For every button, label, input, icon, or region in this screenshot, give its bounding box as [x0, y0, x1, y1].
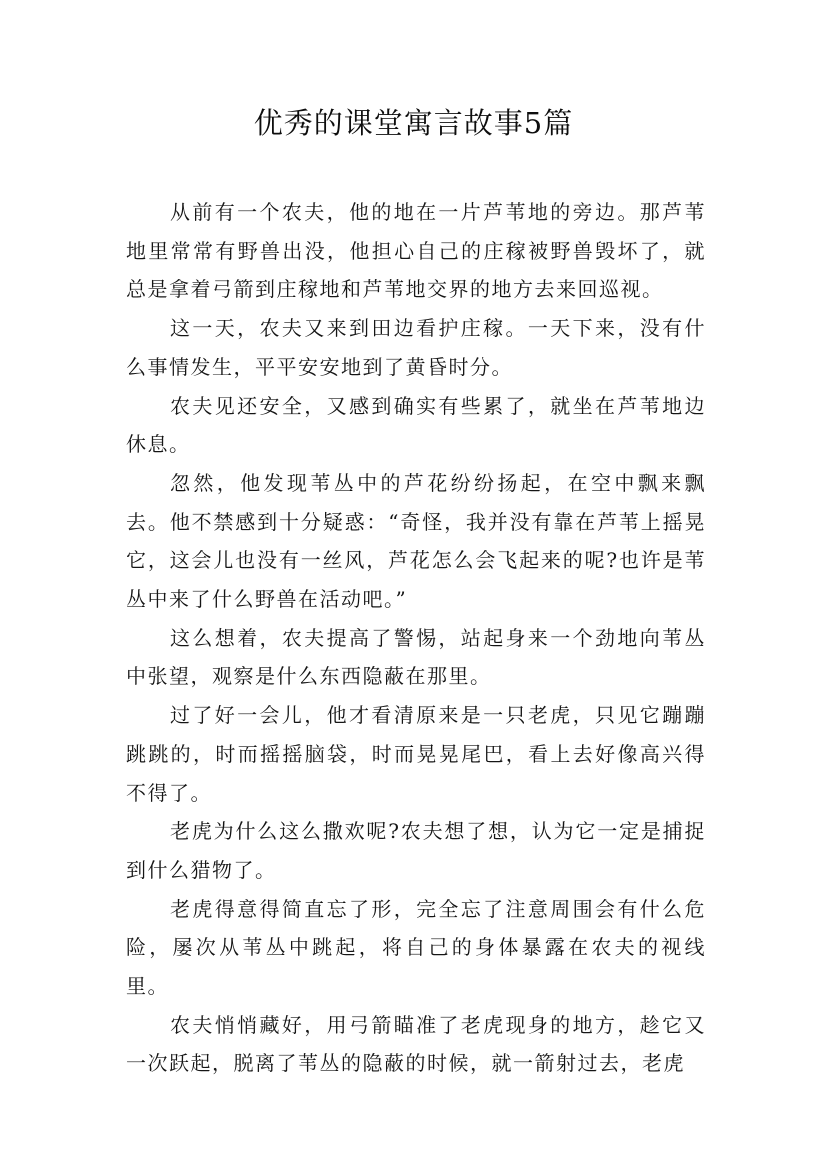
paragraph: 农夫见还安全，又感到确实有些累了，就坐在芦苇地边休息。 — [126, 393, 706, 457]
document-body — [126, 193, 706, 1083]
paragraph: 从前有一个农夫，他的地在一片芦苇地的旁边。那芦苇地里常常有野兽出没，他担心自己的庄稼被野兽毁坏了，就总是拿着弓箭到庄稼地和芦苇地交界的地方去来回巡视。 — [126, 200, 706, 302]
paragraph: 这一天，农夫又来到田边看护庄稼。一天下来，没有什么事情发生，平平安安地到了黄昏时分。 — [126, 316, 706, 379]
paragraph: 农夫悄悄藏好，用弓箭瞄准了老虎现身的地方，趁它又一次跃起，脱离了苇丛的隐蔽的时候，就一箭射过去，老虎 — [126, 1012, 706, 1076]
paragraph: 过了好一会儿，他才看清原来是一只老虎，只见它蹦蹦跳跳的，时而摇摇脑袋，时而晃晃尾巴，看上去好像高兴得不得了。 — [126, 703, 706, 805]
paragraph: 忽然，他发现苇丛中的芦花纷纷扬起，在空中飘来飘去。他不禁感到十分疑惑：“奇怪，我并没有靠在芦苇上摇晃它，这会儿也没有一丝风，芦花怎么会飞起来的呢?也许是苇丛中来了什么野兽在活动吧。” — [126, 470, 706, 612]
paragraph: 老虎为什么这么撒欢呢?农夫想了想，认为它一定是捕捉到什么猎物了。 — [126, 819, 706, 882]
document-title: 优秀的课堂寓言故事5篇 — [253, 106, 574, 140]
paragraph: 老虎得意得简直忘了形，完全忘了注意周围会有什么危险，屡次从苇丛中跳起，将自己的身体暴露在农夫的视线里。 — [126, 896, 706, 999]
paragraph: 这么想着，农夫提高了警惕，站起身来一个劲地向苇丛中张望，观察是什么东西隐蔽在那里。 — [126, 625, 706, 689]
